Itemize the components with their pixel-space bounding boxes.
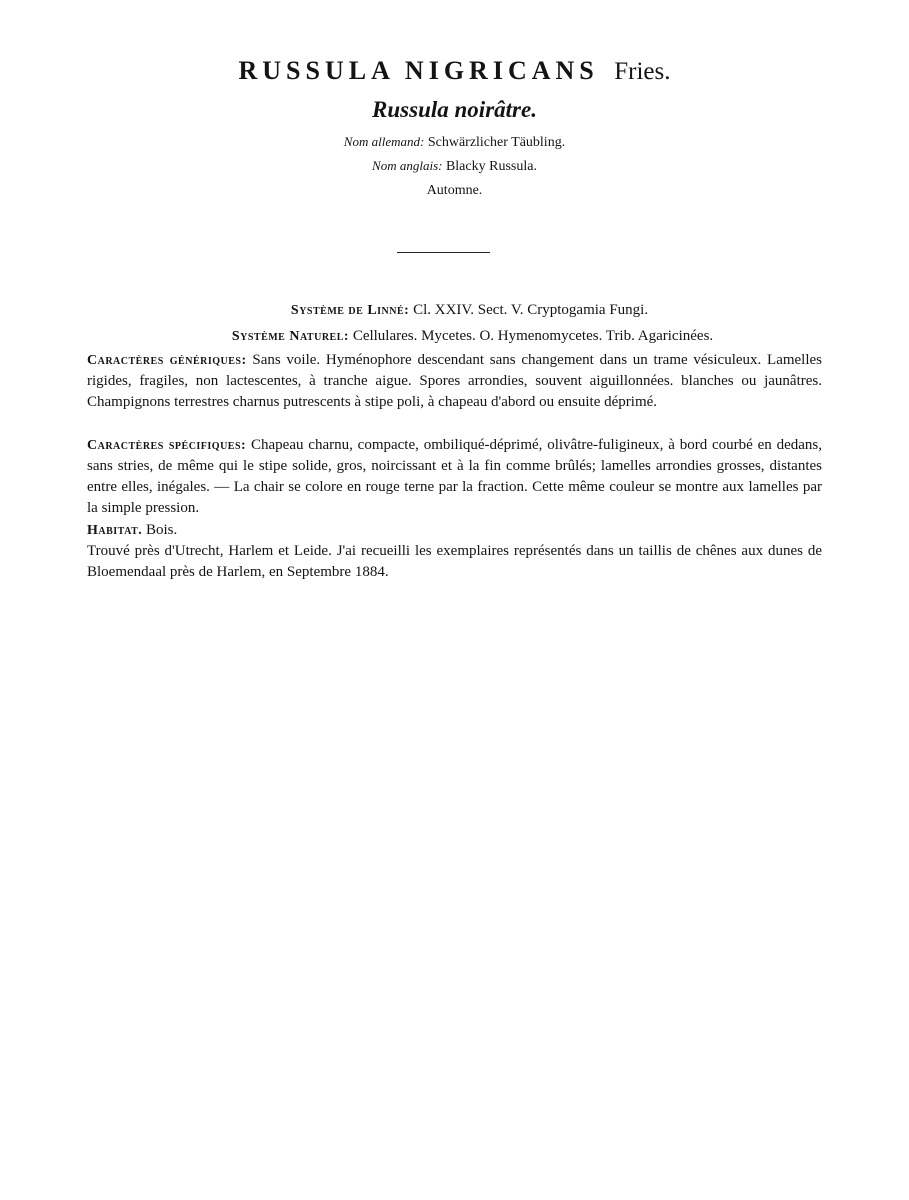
- english-name-value: Blacky Russula.: [445, 159, 537, 174]
- german-name-label: Nom allemand:: [343, 134, 425, 149]
- habitat-label: Habitat.: [87, 523, 143, 538]
- habitat-value: Bois.: [146, 522, 178, 538]
- naturel-label: Système Naturel:: [231, 329, 350, 344]
- english-name-line: [0, 158, 909, 175]
- generic-text: Sans voile. Hyménophore descendant sans changement dans un trame vésiculeux. Lamelles rigides, fragiles, non lactescentes, à tranche aigue. Spores arrondies, souvent aiguillonnées. blanches ou jaunâtres. Champignons terrestres charnus putrescents à stipe poli, à chapeau d'abord ou ensuite déprimé.: [87, 352, 823, 410]
- german-name-line: [0, 134, 909, 151]
- specific-characters-paragraph: [87, 435, 822, 519]
- natural-system-line: [18, 328, 909, 345]
- linne-label: Système de Linné:: [290, 303, 410, 318]
- generic-label: Caractères génériques:: [87, 353, 247, 368]
- habitat-line: [87, 520, 822, 541]
- title-species: RUSSULA NIGRICANS: [238, 56, 599, 85]
- page-title: [0, 56, 909, 86]
- english-name-label: Nom anglais:: [372, 158, 443, 173]
- title-author: Fries.: [614, 58, 671, 85]
- divider: [397, 252, 490, 253]
- specific-text: Chapeau charnu, compacte, ombiliqué-déprimé, olivâtre-fuligineux, à bord courbé en dedans, sans stries, de même qui le stipe solide, gros, noircissant et à la fin comme brûlés; lamelles arrondies grosses, distantes entre elles, inégales. — La chair se colore en rouge terne par la fraction. Cette même couleur se montre aux lamelles par la simple pression.: [87, 437, 822, 516]
- specific-label: Caractères spécifiques:: [87, 438, 247, 453]
- naturel-value: Cellulares. Mycetes. O. Hymenomycetes. Trib. Agaricinées.: [352, 328, 714, 344]
- linne-value: Cl. XXIV. Sect. V. Cryptogamia Fungi.: [413, 302, 649, 318]
- german-name-value: Schwärzlicher Täubling.: [427, 135, 566, 150]
- found-locations-paragraph: [87, 541, 822, 583]
- found-text: Trouvé près d'Utrecht, Harlem et Leide. J'ai recueilli les exemplaires représentés dans un taillis de chênes aux dunes de Bloemendaal près de Harlem, en Septembre 1884.: [87, 543, 822, 580]
- generic-characters-paragraph: [87, 350, 822, 413]
- linne-system-line: [15, 302, 909, 319]
- season: Automne.: [426, 183, 483, 198]
- page-subtitle: Russula noirâtre.: [372, 97, 537, 122]
